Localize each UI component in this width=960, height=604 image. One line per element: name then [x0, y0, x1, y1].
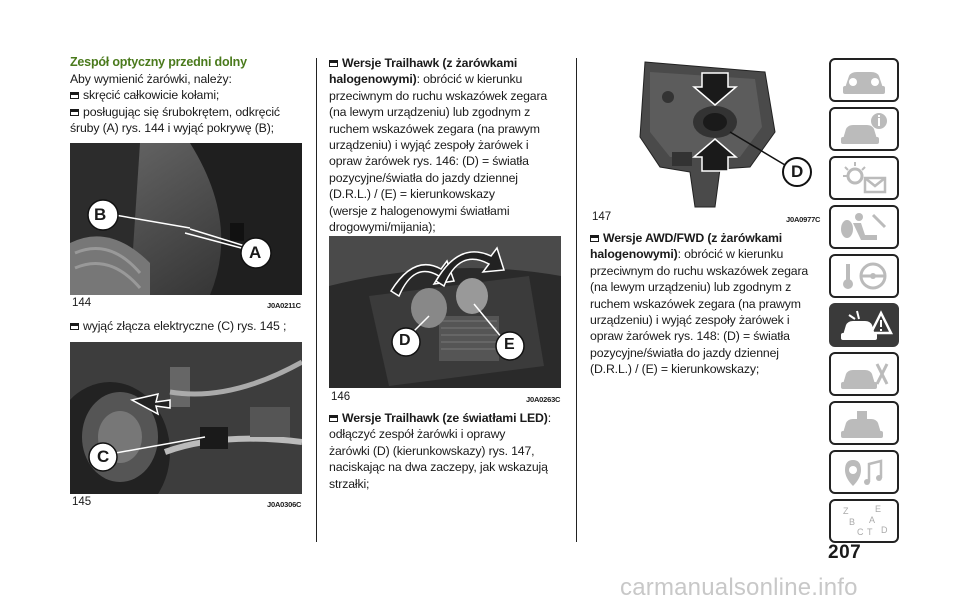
tab-warnings[interactable] [829, 156, 899, 200]
callout-label-b: B [94, 205, 107, 224]
callout-label-c: C [97, 447, 110, 466]
callout-label-a: A [249, 243, 262, 262]
index-letters-icon [831, 501, 897, 541]
bullet-icon [70, 109, 79, 116]
callout-label-d: D [791, 162, 804, 181]
svg-text:E: E [875, 504, 882, 514]
callout-label-e: E [504, 336, 515, 353]
car-service-icon [831, 354, 897, 394]
svg-text:D: D [881, 525, 888, 535]
bullet-icon [70, 323, 79, 330]
step-item: posługując się śrubokrętem, odkręcić [70, 104, 310, 120]
figure-number: 144 [72, 297, 92, 309]
figure-code: J0A0306C [267, 500, 302, 509]
car-technical-icon [831, 403, 897, 443]
tab-maintenance[interactable] [829, 352, 899, 396]
svg-text:A: A [869, 515, 876, 525]
svg-text:T: T [867, 527, 873, 537]
paragraph-trailhawk-led: Wersje Trailhawk (ze światłami LED): odłączyć zespół żarówki i oprawy żarówki (D) (kierunkowskazy) rys. 147, naciskając na dwa zaczepy, jak wskazują strzałki; [329, 411, 551, 491]
figure-code: J0A0211C [267, 301, 301, 310]
multimedia-icon [831, 452, 897, 492]
figure-146-photo [329, 236, 561, 388]
tab-multimedia[interactable] [829, 450, 899, 494]
figure-number: 145 [72, 496, 92, 508]
step-item: skręcić całkowicie kołami; [70, 87, 310, 103]
figure-144-photo [70, 143, 302, 295]
tab-emergency[interactable] [829, 303, 899, 347]
step-item-cont: śruby (A) rys. 144 i wyjąć pokrywę (B); [70, 121, 274, 136]
tab-index[interactable] [829, 499, 899, 543]
instruction-text [70, 71, 310, 137]
figure-number: 146 [331, 391, 351, 403]
warning-lights-icon [831, 158, 897, 198]
column-divider [316, 58, 317, 542]
bullet-icon [329, 60, 338, 67]
tab-starting[interactable] [829, 254, 899, 298]
figure-code: J0A0263C [526, 395, 561, 404]
figure-145-photo [70, 342, 302, 494]
airbag-seat-icon [831, 207, 897, 247]
svg-text:B: B [849, 517, 856, 527]
paragraph-trailhawk-halogen: Wersje Trailhawk (z żarówkami halogenowymi): obrócić w kierunku przeciwnym do ruchu wskazówek zegara (na lewym urządzeniu) lub zgodnym z ruchem wskazówek zegara (na prawym urządzeniu) i wyjąć zespoły żarówek i opraw żarówek rys. 146: (D) = światła pozycyjne/światła do jazdy dziennej (D.R.L.) / (E) = kierunkowskazy (wersje z halogenowymi światłami drogowymi/mijania); [329, 56, 548, 235]
column-divider [576, 58, 577, 542]
tab-info[interactable] [829, 107, 899, 151]
car-breakdown-icon [831, 305, 897, 345]
figure-code: J0A0977C [786, 215, 821, 224]
figure-number: 147 [592, 211, 612, 223]
tab-safety[interactable] [829, 205, 899, 249]
figure-147-photo [590, 57, 820, 209]
bullet-icon [590, 235, 599, 242]
section-heading: Zespół optyczny przedni dolny [70, 55, 247, 69]
key-steering-icon [831, 256, 897, 296]
svg-text:Z: Z [843, 506, 849, 516]
tab-dashboard[interactable] [829, 58, 899, 102]
car-dashboard-icon [831, 60, 897, 100]
svg-text:C: C [857, 527, 864, 537]
callout-label-d: D [399, 332, 411, 349]
intro-line: Aby wymienić żarówki, należy: [70, 72, 232, 86]
car-info-icon [831, 109, 897, 149]
page-number: 207 [828, 542, 862, 563]
watermark[interactable]: carmanualsonline.info [620, 574, 858, 601]
paragraph-awd-fwd-halogen: Wersje AWD/FWD (z żarówkami halogenowymi): obrócić w kierunku przeciwnym do ruchu wskazówek zegara (na lewym urządzeniu) lub zgodnym z ruchem wskazówek zegara (na prawym urządzeniu) i wyjąć zespoły żarówek i opraw żarówek rys. 148: (D) = światła pozycyjne/światła do jazdy dziennej (D.R.L.) / (E) = kierunkowskazy; [590, 231, 809, 377]
bullet-icon [70, 92, 79, 99]
bullet-icon [329, 415, 338, 422]
step-item: wyjąć złącza elektryczne (C) rys. 145 ; [70, 318, 310, 334]
tab-technical[interactable] [829, 401, 899, 445]
